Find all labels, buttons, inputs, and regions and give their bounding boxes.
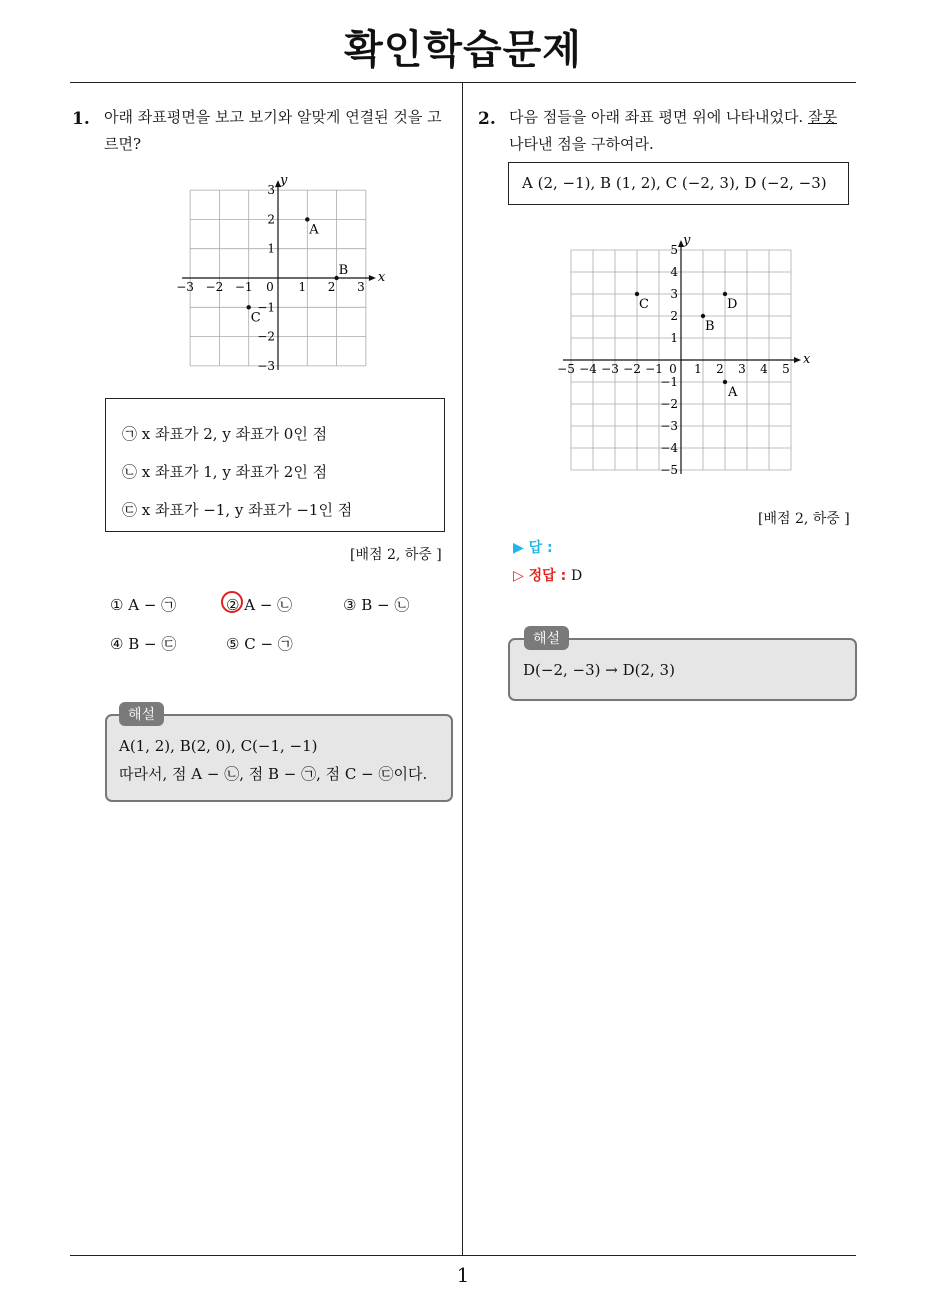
q2-graph-svg <box>556 232 816 482</box>
q2-y-tick-label: −3 <box>660 419 678 433</box>
q2-x-tick-label: 5 <box>782 362 790 376</box>
bottom-rule <box>70 1255 856 1256</box>
q1-y-tick-label: 1 <box>267 241 275 256</box>
q2-x-tick-label: −5 <box>557 362 575 376</box>
q2-question <box>509 104 861 158</box>
q2-score: [배점 2, 하중 ] <box>758 511 850 527</box>
q2-x-tick-label: −2 <box>623 362 641 376</box>
q1-x-tick-label: 3 <box>357 280 365 294</box>
q1-y-tick-label: 3 <box>267 183 275 198</box>
q2-correct-row <box>513 565 582 585</box>
q2-solution-tab: 해설 <box>524 626 569 650</box>
q1-score: [배점 2, 하중 ] <box>350 547 442 563</box>
q2-x-tick-label: 0 <box>669 362 677 376</box>
q1-solution-box <box>105 714 453 802</box>
page-number: 1 <box>456 1263 470 1287</box>
q1-number: 1. <box>72 109 90 129</box>
q2-x-tick-label: 2 <box>716 362 724 376</box>
q2-y-tick-label: 4 <box>670 265 678 279</box>
q2-x-tick-label: −1 <box>645 362 663 376</box>
q1-y-tick-label: −3 <box>257 358 275 373</box>
q1-x-arrow <box>369 275 376 281</box>
q1-point-label-C: C <box>250 310 261 326</box>
q1-y-tick-label: −2 <box>257 329 275 344</box>
q1-x-label: x <box>377 270 386 285</box>
q1-x-tick-label: −3 <box>176 280 194 294</box>
q1-coordinate-plane <box>174 170 394 380</box>
q2-x-tick-label: 1 <box>694 362 702 376</box>
q2-y-tick-label: −4 <box>660 441 678 455</box>
q1-choice-2[interactable]: ② A − ㉡ <box>226 596 293 614</box>
q2-point-label-C: C <box>639 297 649 312</box>
q2-x-label: x <box>803 352 811 367</box>
selected-answer-circle <box>221 591 243 613</box>
q2-x-tick-label: 3 <box>738 362 746 376</box>
q2-coordinate-plane <box>556 232 816 482</box>
q2-question-underlined: 잘못 <box>807 108 837 126</box>
q1-point-A <box>305 217 309 221</box>
q2-x-arrow <box>794 357 801 363</box>
q2-x-tick-label: −4 <box>579 362 597 376</box>
q1-y-tick-label: 2 <box>267 212 275 227</box>
q2-points-text: A (2, −1), B (1, 2), C (−2, 3), D (−2, −3) <box>522 174 827 192</box>
q2-y-tick-label: 1 <box>670 331 678 345</box>
q1-option-2: ㉡ x 좌표가 1, y 좌표가 2인 점 <box>122 463 328 481</box>
q1-solution-tab: 해설 <box>119 702 164 726</box>
q2-y-tick-label: −1 <box>660 375 678 389</box>
q1-point-label-B: B <box>338 263 349 278</box>
q2-correct-value: D <box>571 568 583 584</box>
q1-choice-1[interactable]: ① A − ㉠ <box>110 596 177 614</box>
q2-point-A <box>723 380 727 384</box>
q2-correct-label: ▷ 정답 : <box>513 568 567 584</box>
q2-answer-label: ▶ 답 : <box>513 540 553 556</box>
q1-choice-4[interactable]: ④ B − ㉢ <box>110 635 177 653</box>
q2-question-line2: 나타낸 점을 구하여라. <box>509 135 654 153</box>
q2-point-label-D: D <box>727 297 738 312</box>
q1-point-C <box>247 305 251 309</box>
q1-y-tick-label: −1 <box>257 300 275 315</box>
q2-solution-line1: D(−2, −3) → D(2, 3) <box>523 661 675 679</box>
q1-option-3: ㉢ x 좌표가 −1, y 좌표가 −1인 점 <box>122 501 353 519</box>
q2-y-tick-label: 5 <box>670 243 678 257</box>
top-rule <box>70 82 856 83</box>
q2-y-label: y <box>683 233 691 248</box>
q1-choice-3[interactable]: ③ B − ㉡ <box>343 596 410 614</box>
q2-question-line1-a: 다음 점들을 아래 좌표 평면 위에 나타내었다. <box>509 108 804 126</box>
q2-point-C <box>635 292 639 296</box>
q2-x-tick-label: −3 <box>601 362 619 376</box>
q1-question-line1: 아래 좌표평면을 보고 보기와 알맞게 연결된 것을 고 <box>104 108 442 126</box>
q2-y-tick-label: −2 <box>660 397 678 411</box>
q2-x-tick-label: 4 <box>760 362 768 376</box>
q2-y-tick-label: −5 <box>660 463 678 477</box>
q2-point-label-B: B <box>705 319 715 334</box>
q1-options-box <box>105 398 445 532</box>
q1-x-tick-label: −2 <box>205 280 224 294</box>
q2-question-line1 <box>509 104 861 131</box>
q2-point-D <box>723 292 727 296</box>
q1-question <box>104 104 456 158</box>
column-divider <box>462 83 463 1255</box>
q1-point-label-A: A <box>309 222 319 238</box>
q2-y-tick-label: 2 <box>670 309 678 323</box>
q1-solution-line2: 따라서, 점 A − ㉡, 점 B − ㉠, 점 C − ㉢이다. <box>119 765 428 783</box>
q1-x-tick-label: 1 <box>298 280 307 294</box>
q2-y-tick-label: 3 <box>670 287 678 301</box>
q1-option-1: ㉠ x 좌표가 2, y 좌표가 0인 점 <box>122 425 328 443</box>
q2-point-B <box>701 314 705 318</box>
q1-question-line2: 르면? <box>104 135 142 153</box>
q2-points-box <box>508 162 849 205</box>
q1-x-tick-label: 2 <box>327 280 336 294</box>
q1-solution-line1: A(1, 2), B(2, 0), C(−1, −1) <box>119 737 318 755</box>
q2-point-label-A: A <box>728 385 738 400</box>
q1-x-tick-label: −1 <box>234 280 253 294</box>
q1-graph-svg <box>174 170 394 380</box>
page-title: 확인학습문제 <box>344 27 582 73</box>
q1-x-tick-label: 0 <box>266 280 274 294</box>
q2-number: 2. <box>478 109 496 129</box>
q1-choice-5[interactable]: ⑤ C − ㉠ <box>226 635 293 653</box>
q1-y-label: y <box>280 173 288 189</box>
